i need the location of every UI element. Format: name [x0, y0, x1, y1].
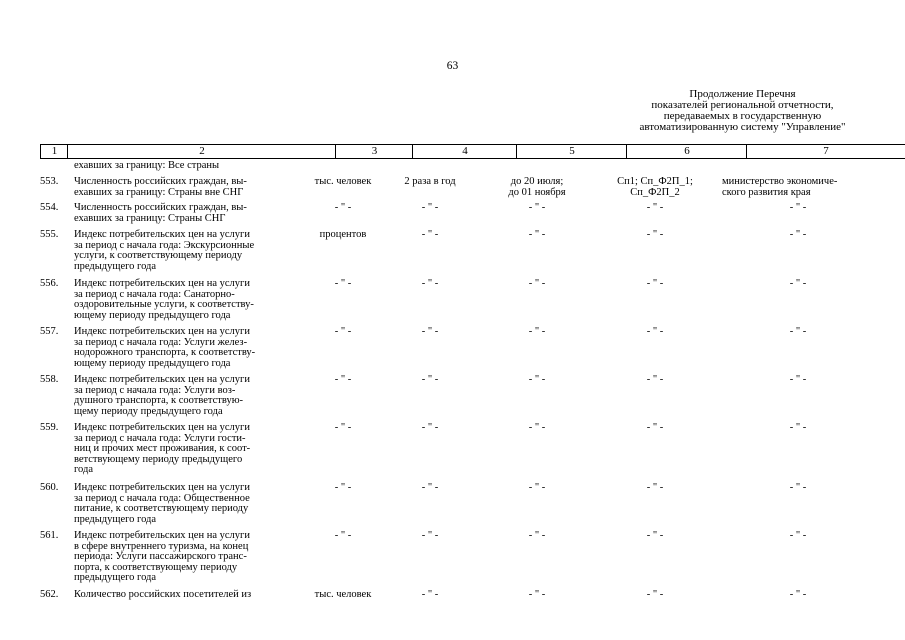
unit-of-measure-line: процентов: [319, 229, 367, 240]
unit-of-measure-line: - " -: [334, 422, 352, 433]
submission-deadline-line: - " -: [528, 530, 546, 541]
unit-of-measure: [303, 483, 383, 494]
responsible-body-line: - " -: [789, 589, 807, 600]
unit-of-measure: [303, 203, 383, 214]
periodicity-line: - " -: [421, 589, 439, 600]
indicator-name-line: за период с начала года: Услуги воз-: [74, 384, 236, 396]
row-number-line: 556.: [40, 278, 59, 289]
unit-of-measure-line: тыс. человек: [314, 589, 372, 600]
indicator-name-line: предыдущего года: [74, 572, 157, 584]
responsible-body: [714, 590, 882, 601]
report-form: [597, 327, 713, 338]
row-number-line: 558.: [40, 374, 59, 385]
responsible-body-line: - " -: [789, 422, 807, 433]
unit-of-measure: [303, 279, 383, 290]
continuation-subtitle-line: передаваемых в государственную: [663, 110, 822, 122]
indicator-name: [74, 375, 300, 417]
submission-deadline-line: - " -: [528, 482, 546, 493]
report-form: [597, 423, 713, 434]
submission-deadline: [477, 531, 597, 542]
report-form-line: - " -: [646, 326, 664, 337]
row-number: [40, 230, 68, 241]
indicator-name: ехавших за границу: Все страны: [74, 160, 220, 171]
indicator-name-line: ветствующему периоду предыдущего: [74, 453, 243, 465]
report-form-line: - " -: [646, 589, 664, 600]
indicator-name-line: ниц и прочих мест проживания, к соот-: [74, 443, 251, 455]
row-number: [40, 590, 68, 601]
indicator-name-line: Индекс потребительских цен на услуги: [74, 422, 250, 433]
report-form: [597, 483, 713, 494]
submission-deadline-line: - " -: [528, 278, 546, 289]
responsible-body-line: ского развития края: [722, 186, 811, 198]
periodicity: [384, 203, 476, 214]
periodicity: [384, 279, 476, 290]
indicator-name-line: ехавших за границу: Страны СНГ: [74, 212, 226, 224]
submission-deadline-line: до 01 ноября: [508, 186, 566, 198]
indicator-name-line: года: [74, 464, 93, 476]
submission-deadline: [477, 590, 597, 601]
indicator-name-line: Численность российских граждан, вы-: [74, 176, 247, 187]
indicator-name-line: периода: Услуги пассажирского транс-: [74, 551, 247, 563]
periodicity: [384, 230, 476, 241]
row-number: [40, 423, 68, 434]
indicator-name: [74, 230, 300, 272]
row-number-line: 555.: [40, 229, 59, 240]
periodicity: [384, 531, 476, 542]
periodicity-line: - " -: [421, 482, 439, 493]
indicator-name-line: за период с начала года: Услуги желез-: [74, 336, 248, 348]
page-number: 63: [446, 60, 459, 72]
indicator-name-line: за период с начала года: Услуги гости-: [74, 432, 246, 444]
indicator-name-line: за период с начала года: Санаторно-: [74, 288, 235, 300]
report-form-line: - " -: [646, 229, 664, 240]
header-cell: 4: [412, 144, 517, 159]
report-form: [597, 177, 713, 198]
periodicity: [384, 177, 476, 188]
submission-deadline-line: - " -: [528, 229, 546, 240]
submission-deadline: [477, 230, 597, 241]
indicator-name: [74, 177, 300, 198]
submission-deadline-line: - " -: [528, 422, 546, 433]
responsible-body: [714, 531, 882, 542]
indicator-name: [74, 423, 300, 476]
responsible-body-line: - " -: [789, 202, 807, 213]
unit-of-measure: [303, 423, 383, 434]
row-number-line: 557.: [40, 326, 59, 337]
submission-deadline: [477, 327, 597, 338]
row-number-line: 554.: [40, 202, 59, 213]
indicator-name-line: услуги, к соответствующему периоду: [74, 250, 243, 262]
periodicity-line: - " -: [421, 374, 439, 385]
report-form-line: - " -: [646, 530, 664, 541]
submission-deadline: [477, 483, 597, 494]
responsible-body-line: - " -: [789, 374, 807, 385]
unit-of-measure: [303, 327, 383, 338]
indicator-name: [74, 279, 300, 321]
report-form: [597, 590, 713, 601]
indicator-name-line: в сфере внутреннего туризма, на конец: [74, 540, 249, 552]
report-form-line: Сп_Ф2П_2: [630, 186, 680, 198]
unit-of-measure: [303, 177, 383, 188]
responsible-body: [714, 327, 882, 338]
header-cell: 1: [40, 144, 68, 159]
unit-of-measure-line: - " -: [334, 530, 352, 541]
row-number: [40, 203, 68, 214]
responsible-body: [714, 203, 882, 214]
submission-deadline-line: до 20 июля;: [510, 176, 564, 187]
row-number-line: 562.: [40, 589, 59, 600]
continuation-subtitle-line: показателей региональной отчетности,: [651, 99, 834, 111]
responsible-body-line: - " -: [789, 278, 807, 289]
responsible-body: [714, 375, 882, 386]
submission-deadline-line: - " -: [528, 589, 546, 600]
indicator-name-line: Индекс потребительских цен на услуги: [74, 229, 250, 240]
indicator-name-line: ехавших за границу: Страны вне СНГ: [74, 186, 244, 198]
indicator-name-line: Индекс потребительских цен на услуги: [74, 278, 250, 289]
periodicity: [384, 327, 476, 338]
indicator-name-line: ющему периоду предыдущего года: [74, 309, 231, 321]
indicator-name: [74, 203, 300, 224]
report-form-line: - " -: [646, 422, 664, 433]
submission-deadline: [477, 423, 597, 434]
report-form: [597, 230, 713, 241]
row-number: [40, 483, 68, 494]
responsible-body: [714, 483, 882, 494]
responsible-body-line: - " -: [789, 229, 807, 240]
periodicity-line: - " -: [421, 278, 439, 289]
indicator-name-line: Индекс потребительских цен на услуги: [74, 482, 250, 493]
indicator-name-line: предыдущего года: [74, 260, 157, 272]
responsible-body: [714, 230, 882, 241]
indicator-name-line: порта, к соответствующему периоду: [74, 561, 238, 573]
report-form-line: - " -: [646, 482, 664, 493]
responsible-body: [714, 279, 882, 290]
row-number: [40, 375, 68, 386]
header-cell: 3: [335, 144, 413, 159]
periodicity: [384, 590, 476, 601]
report-form: [597, 203, 713, 214]
unit-of-measure-line: - " -: [334, 374, 352, 385]
indicator-name: [74, 483, 300, 525]
responsible-body-line: министерство экономиче-: [722, 176, 838, 187]
submission-deadline-line: - " -: [528, 202, 546, 213]
periodicity-line: 2 раза в год: [404, 176, 456, 187]
periodicity: [384, 375, 476, 386]
report-form: [597, 375, 713, 386]
responsible-body-line: - " -: [789, 326, 807, 337]
unit-of-measure-line: - " -: [334, 202, 352, 213]
report-form: [597, 531, 713, 542]
periodicity: [384, 423, 476, 434]
indicator-name-line: щему периоду предыдущего года: [74, 405, 223, 417]
row-number: [40, 279, 68, 290]
periodicity-line: - " -: [421, 202, 439, 213]
row-number: [40, 531, 68, 542]
periodicity-line: - " -: [421, 229, 439, 240]
indicator-name: [74, 590, 300, 601]
indicator-name-line: оздоровительные услуги, к соответству-: [74, 299, 254, 311]
indicator-name-line: нодорожного транспорта, к соответству-: [74, 347, 256, 359]
indicator-name: [74, 531, 300, 584]
responsible-body: [714, 423, 882, 434]
indicator-name-line: Численность российских граждан, вы-: [74, 202, 247, 213]
row-number-line: 561.: [40, 530, 59, 541]
periodicity-line: - " -: [421, 530, 439, 541]
row-number-line: 559.: [40, 422, 59, 433]
submission-deadline: [477, 203, 597, 214]
report-form-line: Сп1; Сп_Ф2П_1;: [617, 176, 693, 187]
header-cell: 2: [67, 144, 336, 159]
responsible-body: [714, 177, 890, 198]
continuation-subtitle-line: автоматизированную систему "Управление": [639, 121, 846, 133]
unit-of-measure-line: - " -: [334, 482, 352, 493]
unit-of-measure: [303, 375, 383, 386]
periodicity-line: - " -: [421, 326, 439, 337]
responsible-body-line: - " -: [789, 530, 807, 541]
indicator-name-line: Индекс потребительских цен на услуги: [74, 530, 250, 541]
periodicity: [384, 483, 476, 494]
indicator-name-line: за период с начала года: Общественное: [74, 492, 250, 504]
periodicity-line: - " -: [421, 422, 439, 433]
header-cell: 6: [626, 144, 747, 159]
unit-of-measure: [303, 531, 383, 542]
unit-of-measure: [303, 590, 383, 601]
report-form: [597, 279, 713, 290]
unit-of-measure-line: - " -: [334, 326, 352, 337]
indicator-name-line: Индекс потребительских цен на услуги: [74, 326, 250, 337]
indicator-name-line: Количество российских посетителей из: [74, 589, 252, 600]
header-cell: 5: [516, 144, 627, 159]
unit-of-measure: [303, 230, 383, 241]
indicator-name-line: ющему периоду предыдущего года: [74, 357, 231, 369]
responsible-body-line: - " -: [789, 482, 807, 493]
indicator-name: [74, 327, 300, 369]
continuation-title: Продолжение Перечня: [689, 88, 796, 100]
submission-deadline: [477, 177, 597, 198]
indicator-name-line: предыдущего года: [74, 513, 157, 525]
submission-deadline: [477, 279, 597, 290]
indicator-name-line: за период с начала года: Экскурсионные: [74, 239, 255, 251]
indicator-name-line: душного транспорта, к соответствую-: [74, 395, 244, 407]
row-number-line: 553.: [40, 176, 59, 187]
report-form-line: - " -: [646, 374, 664, 385]
indicator-name-line: Индекс потребительских цен на услуги: [74, 374, 250, 385]
unit-of-measure-line: - " -: [334, 278, 352, 289]
row-number: [40, 327, 68, 338]
submission-deadline-line: - " -: [528, 374, 546, 385]
report-form-line: - " -: [646, 202, 664, 213]
indicator-name-line: питание, к соответствующему периоду: [74, 503, 249, 515]
row-number: [40, 177, 68, 188]
unit-of-measure-line: тыс. человек: [314, 176, 372, 187]
submission-deadline-line: - " -: [528, 326, 546, 337]
row-number-line: 560.: [40, 482, 59, 493]
report-form-line: - " -: [646, 278, 664, 289]
submission-deadline: [477, 375, 597, 386]
header-cell: 7: [746, 144, 905, 159]
